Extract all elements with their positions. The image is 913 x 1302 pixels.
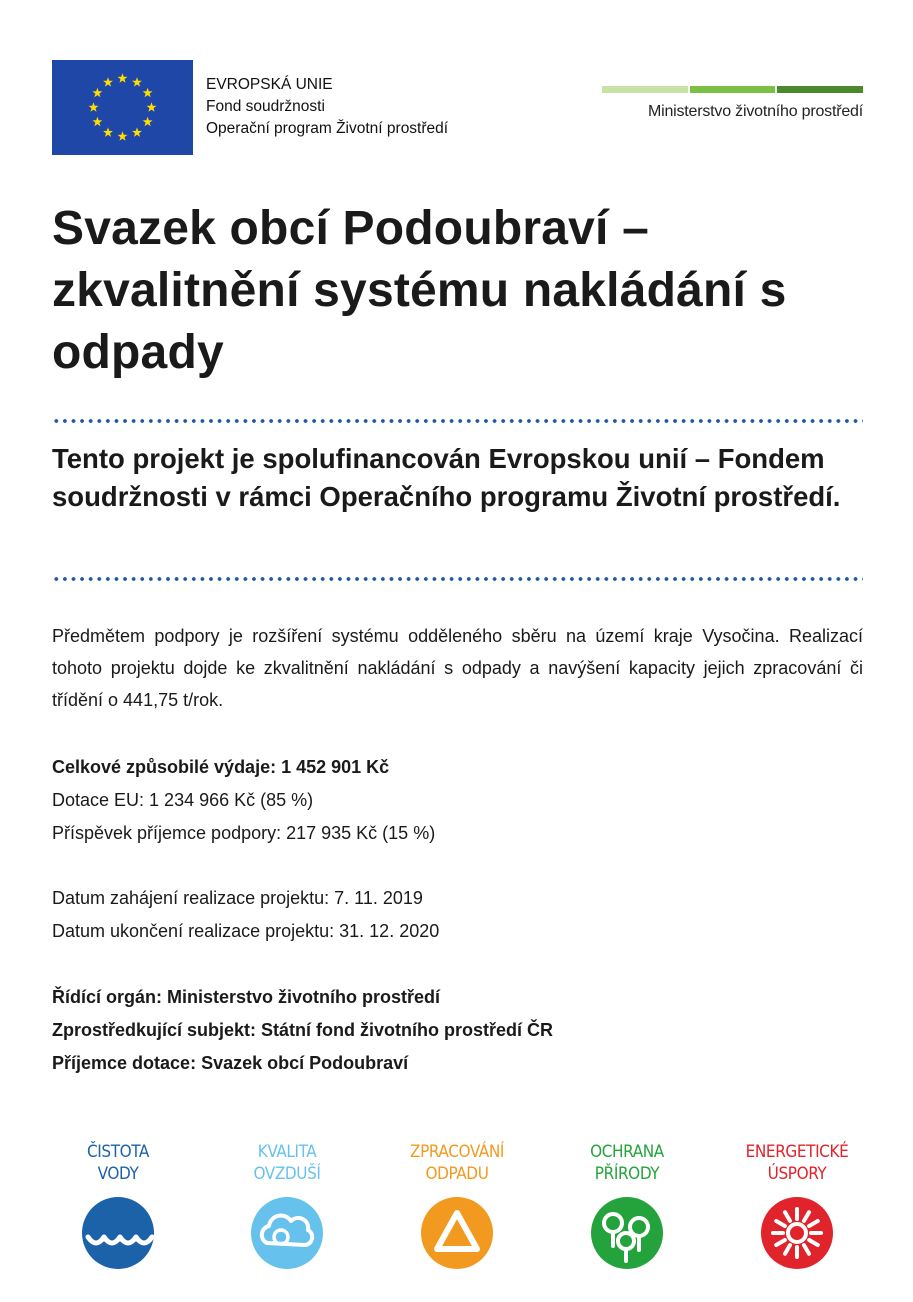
- recipient-contribution: Příspěvek příjemce podpory: 217 935 Kč (15 %): [52, 823, 436, 843]
- eu-star: [143, 117, 153, 126]
- eu-star: [89, 102, 99, 111]
- trees-icon: [591, 1197, 663, 1269]
- grant-recipient: Příjemce dotace: Svazek obcí Podoubraví: [52, 1053, 409, 1073]
- eu-line-fund: Fond soudržnosti: [206, 98, 325, 115]
- project-description: Předmětem podpory je rozšíření systému odděleného sběru na území kraje Vysočina. Realizací tohoto projektu dojde ke zkvalitnění nakládání s odpady a navýšení kapacity jejich zpracování či třídění o 441,75 t/rok.: [52, 626, 863, 710]
- cloud-icon: [251, 1197, 323, 1269]
- project-title: Svazek obcí Podoubraví – zkvalitnění systému nakládání s odpady: [52, 202, 787, 379]
- topic-energy: [722, 1141, 872, 1269]
- sun-ray: [809, 1221, 818, 1226]
- topic-waste: [382, 1141, 532, 1269]
- sun-icon: [761, 1197, 833, 1269]
- eu-grant-amount: Dotace EU: 1 234 966 Kč (85 %): [52, 790, 314, 810]
- start-date: Datum zahájení realizace projektu: 7. 11. 2019: [52, 888, 423, 908]
- dotted-divider-top: [52, 418, 863, 424]
- eu-star: [132, 77, 142, 86]
- eu-star: [103, 127, 113, 136]
- sun-ray: [785, 1245, 790, 1254]
- sun-ray: [804, 1245, 809, 1254]
- eu-star: [147, 102, 157, 111]
- water-icon: [82, 1197, 154, 1269]
- eu-programme-text: [206, 74, 448, 140]
- topic-nature-label: OCHRANA PŘÍRODY: [590, 1142, 664, 1184]
- eu-star: [92, 88, 102, 97]
- ministry-logo-name: Ministerstvo životního prostředí: [647, 103, 863, 120]
- eu-star: [143, 88, 153, 97]
- eu-star: [92, 117, 102, 126]
- topic-water: [43, 1141, 193, 1269]
- total-eligible-costs: Celkové způsobilé výdaje: 1 452 901 Kč: [52, 757, 390, 777]
- eu-line-programme: Operační program Životní prostředí: [206, 120, 449, 137]
- topic-waste-label: ZPRACOVÁNÍ ODPADU: [410, 1142, 504, 1184]
- sun-ray: [776, 1240, 785, 1245]
- sun-ray: [804, 1212, 809, 1221]
- eu-star: [118, 131, 128, 140]
- topic-water-label: ČISTOTA VODY: [87, 1142, 149, 1184]
- topic-air: [212, 1141, 362, 1269]
- ministry-logo-bars: [602, 86, 863, 93]
- end-date: Datum ukončení realizace projektu: 31. 12. 2020: [52, 921, 440, 941]
- topic-nature: [552, 1141, 702, 1269]
- topic-energy-label: ENERGETICKÉ ÚSPORY: [745, 1142, 849, 1184]
- sun-ray: [776, 1221, 785, 1226]
- cofinancing-statement: Tento projekt je spolufinancován Evropskou unií – Fondem soudržnosti v rámci Operačního programu Životní prostředí.: [52, 443, 841, 512]
- eu-line-union: EVROPSKÁ UNIE: [206, 76, 333, 93]
- ministry-bar-dark: [777, 86, 863, 93]
- eu-flag-logo: [52, 60, 193, 155]
- eu-star: [132, 127, 142, 136]
- eu-star: [118, 73, 128, 82]
- managing-authority: Řídící orgán: Ministerstvo životního prostředí: [52, 987, 441, 1007]
- sun-ray: [785, 1212, 790, 1221]
- eu-star: [103, 77, 113, 86]
- topic-air-label: KVALITA OVZDUŠÍ: [253, 1142, 321, 1184]
- recycle-triangle-icon: [421, 1197, 493, 1269]
- eu-stars-icon: [52, 60, 193, 155]
- intermediate-body: Zprostředkující subjekt: Státní fond životního prostředí ČR: [52, 1020, 554, 1040]
- ministry-bar-light: [602, 86, 688, 93]
- ministry-bar-mid: [690, 86, 776, 93]
- dotted-divider-bottom: [52, 576, 863, 582]
- sun-ray: [809, 1240, 818, 1245]
